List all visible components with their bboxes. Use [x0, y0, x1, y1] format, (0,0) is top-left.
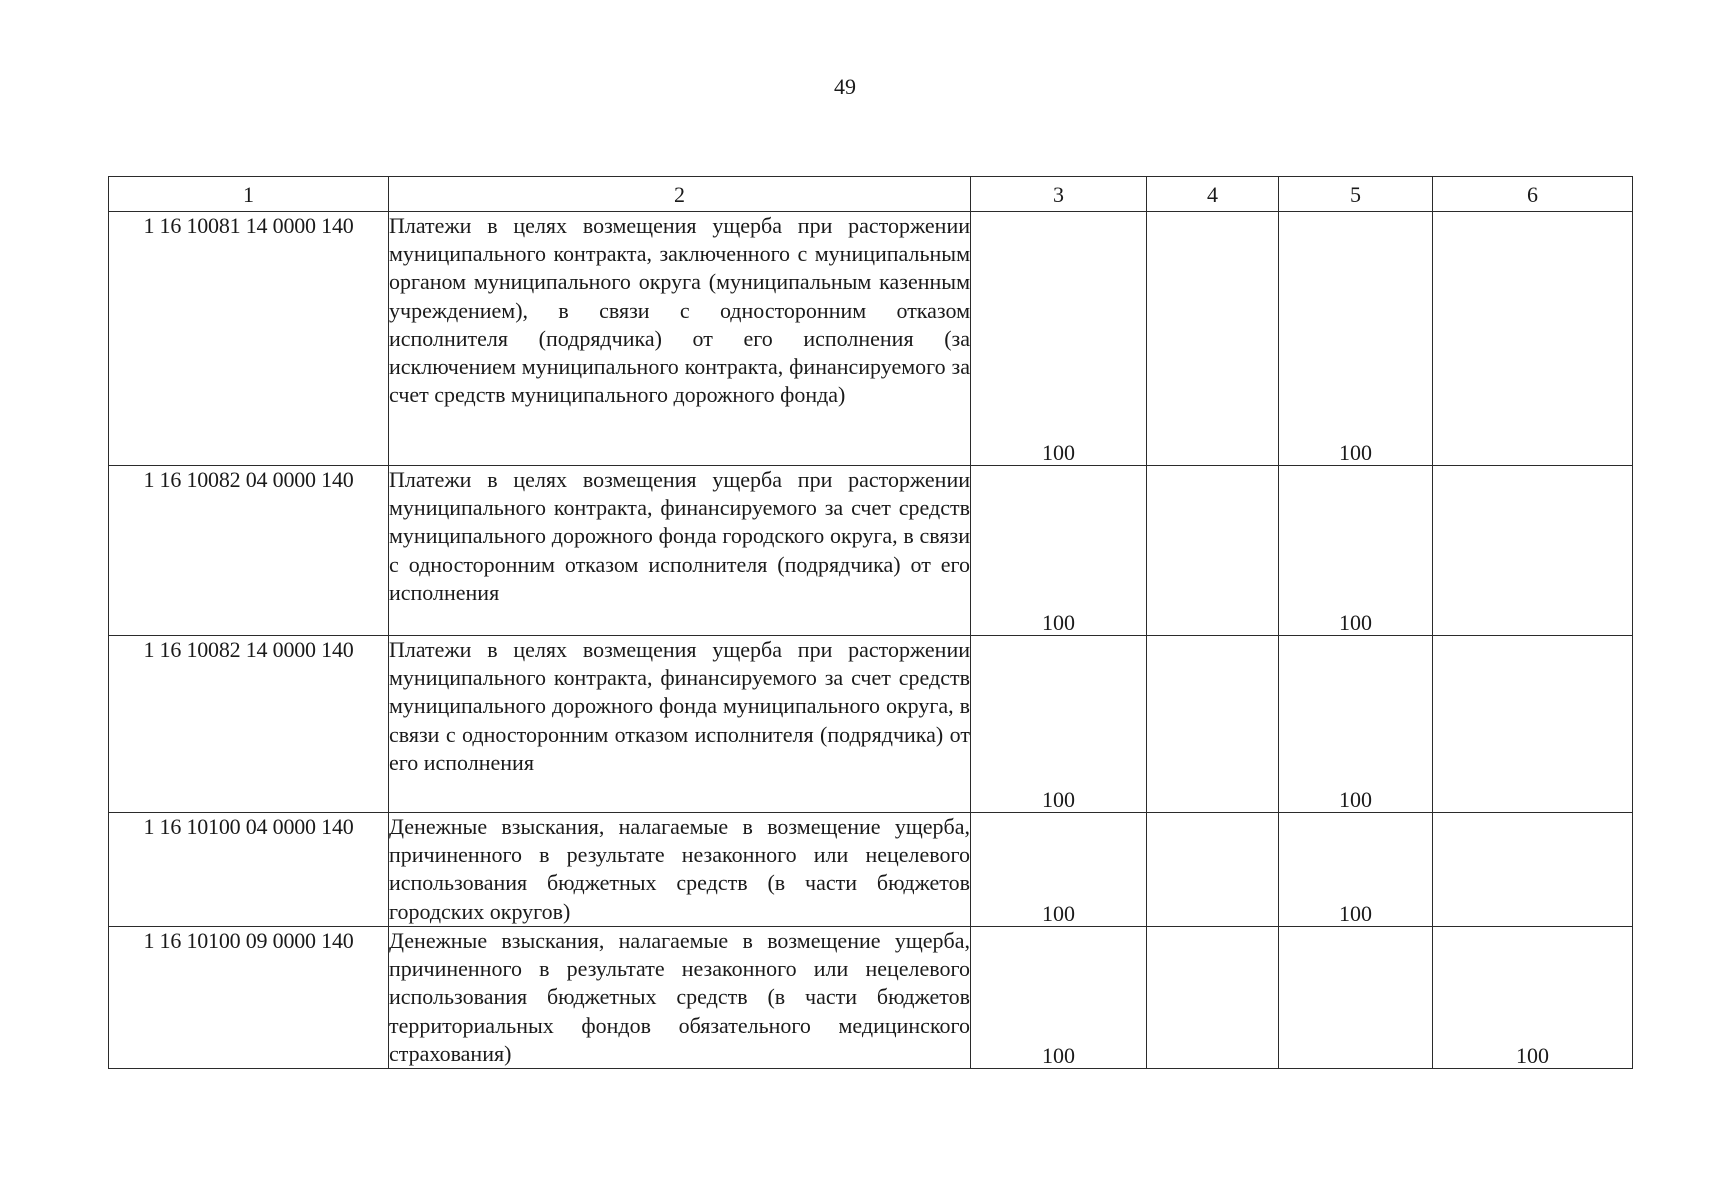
value-col-4 — [1147, 813, 1279, 927]
value-col-4 — [1147, 212, 1279, 466]
value-col-5 — [1279, 927, 1433, 1069]
revenue-code: 1 16 10082 04 0000 140 — [109, 466, 389, 636]
revenue-description: Денежные взыскания, налагаемые в возмещение ущерба, причиненного в результате незаконного или нецелевого использования бюджетных средств (в части бюджетов городских округов) — [389, 813, 971, 927]
header-col-1: 1 — [109, 177, 389, 212]
budget-revenue-table — [108, 176, 1633, 1069]
value-col-5: 100 — [1279, 466, 1433, 636]
value-col-5: 100 — [1279, 212, 1433, 466]
table-row — [109, 636, 1633, 813]
value-col-6: 100 — [1433, 927, 1633, 1069]
table-row — [109, 927, 1633, 1069]
value-col-4 — [1147, 636, 1279, 813]
revenue-description: Денежные взыскания, налагаемые в возмещение ущерба, причиненного в результате незаконного или нецелевого использования бюджетных средств (в части бюджетов территориальных фондов обязательного медицинского страхования) — [389, 927, 971, 1069]
value-col-3: 100 — [971, 466, 1147, 636]
revenue-code: 1 16 10082 14 0000 140 — [109, 636, 389, 813]
value-col-3: 100 — [971, 813, 1147, 927]
revenue-code: 1 16 10081 14 0000 140 — [109, 212, 389, 466]
value-col-6 — [1433, 466, 1633, 636]
header-col-5: 5 — [1279, 177, 1433, 212]
table-row — [109, 813, 1633, 927]
header-col-4: 4 — [1147, 177, 1279, 212]
value-col-4 — [1147, 466, 1279, 636]
value-col-3: 100 — [971, 212, 1147, 466]
table-body — [109, 212, 1633, 1069]
revenue-code: 1 16 10100 04 0000 140 — [109, 813, 389, 927]
revenue-description: Платежи в целях возмещения ущерба при расторжении муниципального контракта, финансируемого за счет средств муниципального дорожного фонда муниципального округа, в связи с односторонним отказом исполнителя (подрядчика) от его исполнения — [389, 636, 971, 813]
revenue-description: Платежи в целях возмещения ущерба при расторжении муниципального контракта, заключенного с муниципальным органом муниципального округа (муниципальным казенным учреждением), в связи с односторонним отказом исполнителя (подрядчика) от его исполнения (за исключением муниципального контракта, финансируемого за счет средств муниципального дорожного фонда) — [389, 212, 971, 466]
value-col-6 — [1433, 212, 1633, 466]
value-col-3: 100 — [971, 927, 1147, 1069]
header-col-2: 2 — [389, 177, 971, 212]
value-col-4 — [1147, 927, 1279, 1069]
revenue-description: Платежи в целях возмещения ущерба при расторжении муниципального контракта, финансируемого за счет средств муниципального дорожного фонда городского округа, в связи с односторонним отказом исполнителя (подрядчика) от его исполнения — [389, 466, 971, 636]
revenue-code: 1 16 10100 09 0000 140 — [109, 927, 389, 1069]
value-col-3: 100 — [971, 636, 1147, 813]
value-col-5: 100 — [1279, 636, 1433, 813]
header-row — [109, 177, 1633, 212]
value-col-6 — [1433, 813, 1633, 927]
value-col-5: 100 — [1279, 813, 1433, 927]
page-number: 49 — [834, 74, 856, 99]
table-header — [109, 177, 1633, 212]
table-row — [109, 466, 1633, 636]
header-col-3: 3 — [971, 177, 1147, 212]
table-row — [109, 212, 1633, 466]
value-col-6 — [1433, 636, 1633, 813]
header-col-6: 6 — [1433, 177, 1633, 212]
